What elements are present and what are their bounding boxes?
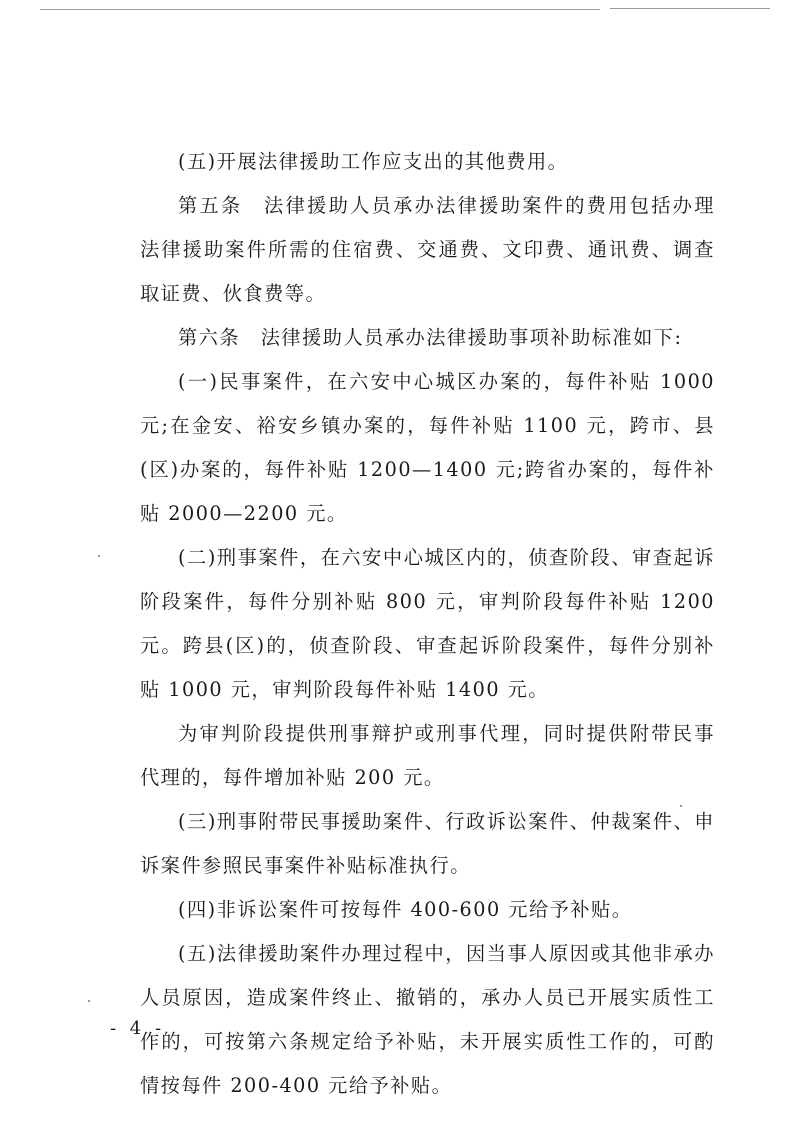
- document-body: [140, 140, 715, 1108]
- scan-artifact-line: [40, 9, 600, 10]
- page-number: - 4 -: [110, 1018, 166, 1039]
- paragraph-criminal-cases: (二)刑事案件，在六安中心城区内的，侦查阶段、审查起诉阶段案件，每件分别补贴 800 元，审判阶段每件补贴 1200 元。跨县(区)的，侦查阶段、审查起诉阶段案件，每件分别补贴 1000 元，审判阶段每件补贴 1400 元。: [140, 546, 715, 701]
- paragraph-article-6: 第六条 法律援助人员承办法律援助事项补助标准如下:: [178, 326, 683, 349]
- paragraph-article-5: 第五条 法律援助人员承办法律援助案件的费用包括办理法律援助案件所需的住宿费、交通费、文印费、通讯费、调查取证费、伙食费等。: [140, 194, 715, 305]
- paragraph-additional-subsidy: 为审判阶段提供刑事辩护或刑事代理，同时提供附带民事代理的，每件增加补贴 200 元。: [140, 722, 715, 789]
- paragraph-non-litigation-cases: (四)非诉讼案件可按每件 400-600 元给予补贴。: [178, 898, 633, 921]
- paragraph-terminated-cases: (五)法律援助案件办理过程中，因当事人原因或其他非承办人员原因，造成案件终止、撤销的，承办人员已开展实质性工作的，可按第六条规定给予补贴，未开展实质性工作的，可酌情按每件 200-400 元给予补贴。: [140, 942, 715, 1097]
- paragraph-civil-cases: (一)民事案件，在六安中心城区办案的，每件补贴 1000 元;在金安、裕安乡镇办案的，每件补贴 1100 元，跨市、县(区)办案的，每件补贴 1200—1400 元;跨省办案的，每件补贴 2000—2200 元。: [140, 370, 715, 525]
- scan-artifact-dot: [88, 1000, 90, 1002]
- scan-artifact-line: [610, 8, 770, 9]
- scan-artifact-dot: [98, 555, 100, 557]
- paragraph-incidental-civil-cases: (三)刑事附带民事援助案件、行政诉讼案件、仲裁案件、申诉案件参照民事案件补贴标准执行。: [140, 810, 715, 877]
- paragraph-other-expenses: (五)开展法律援助工作应支出的其他费用。: [178, 150, 569, 173]
